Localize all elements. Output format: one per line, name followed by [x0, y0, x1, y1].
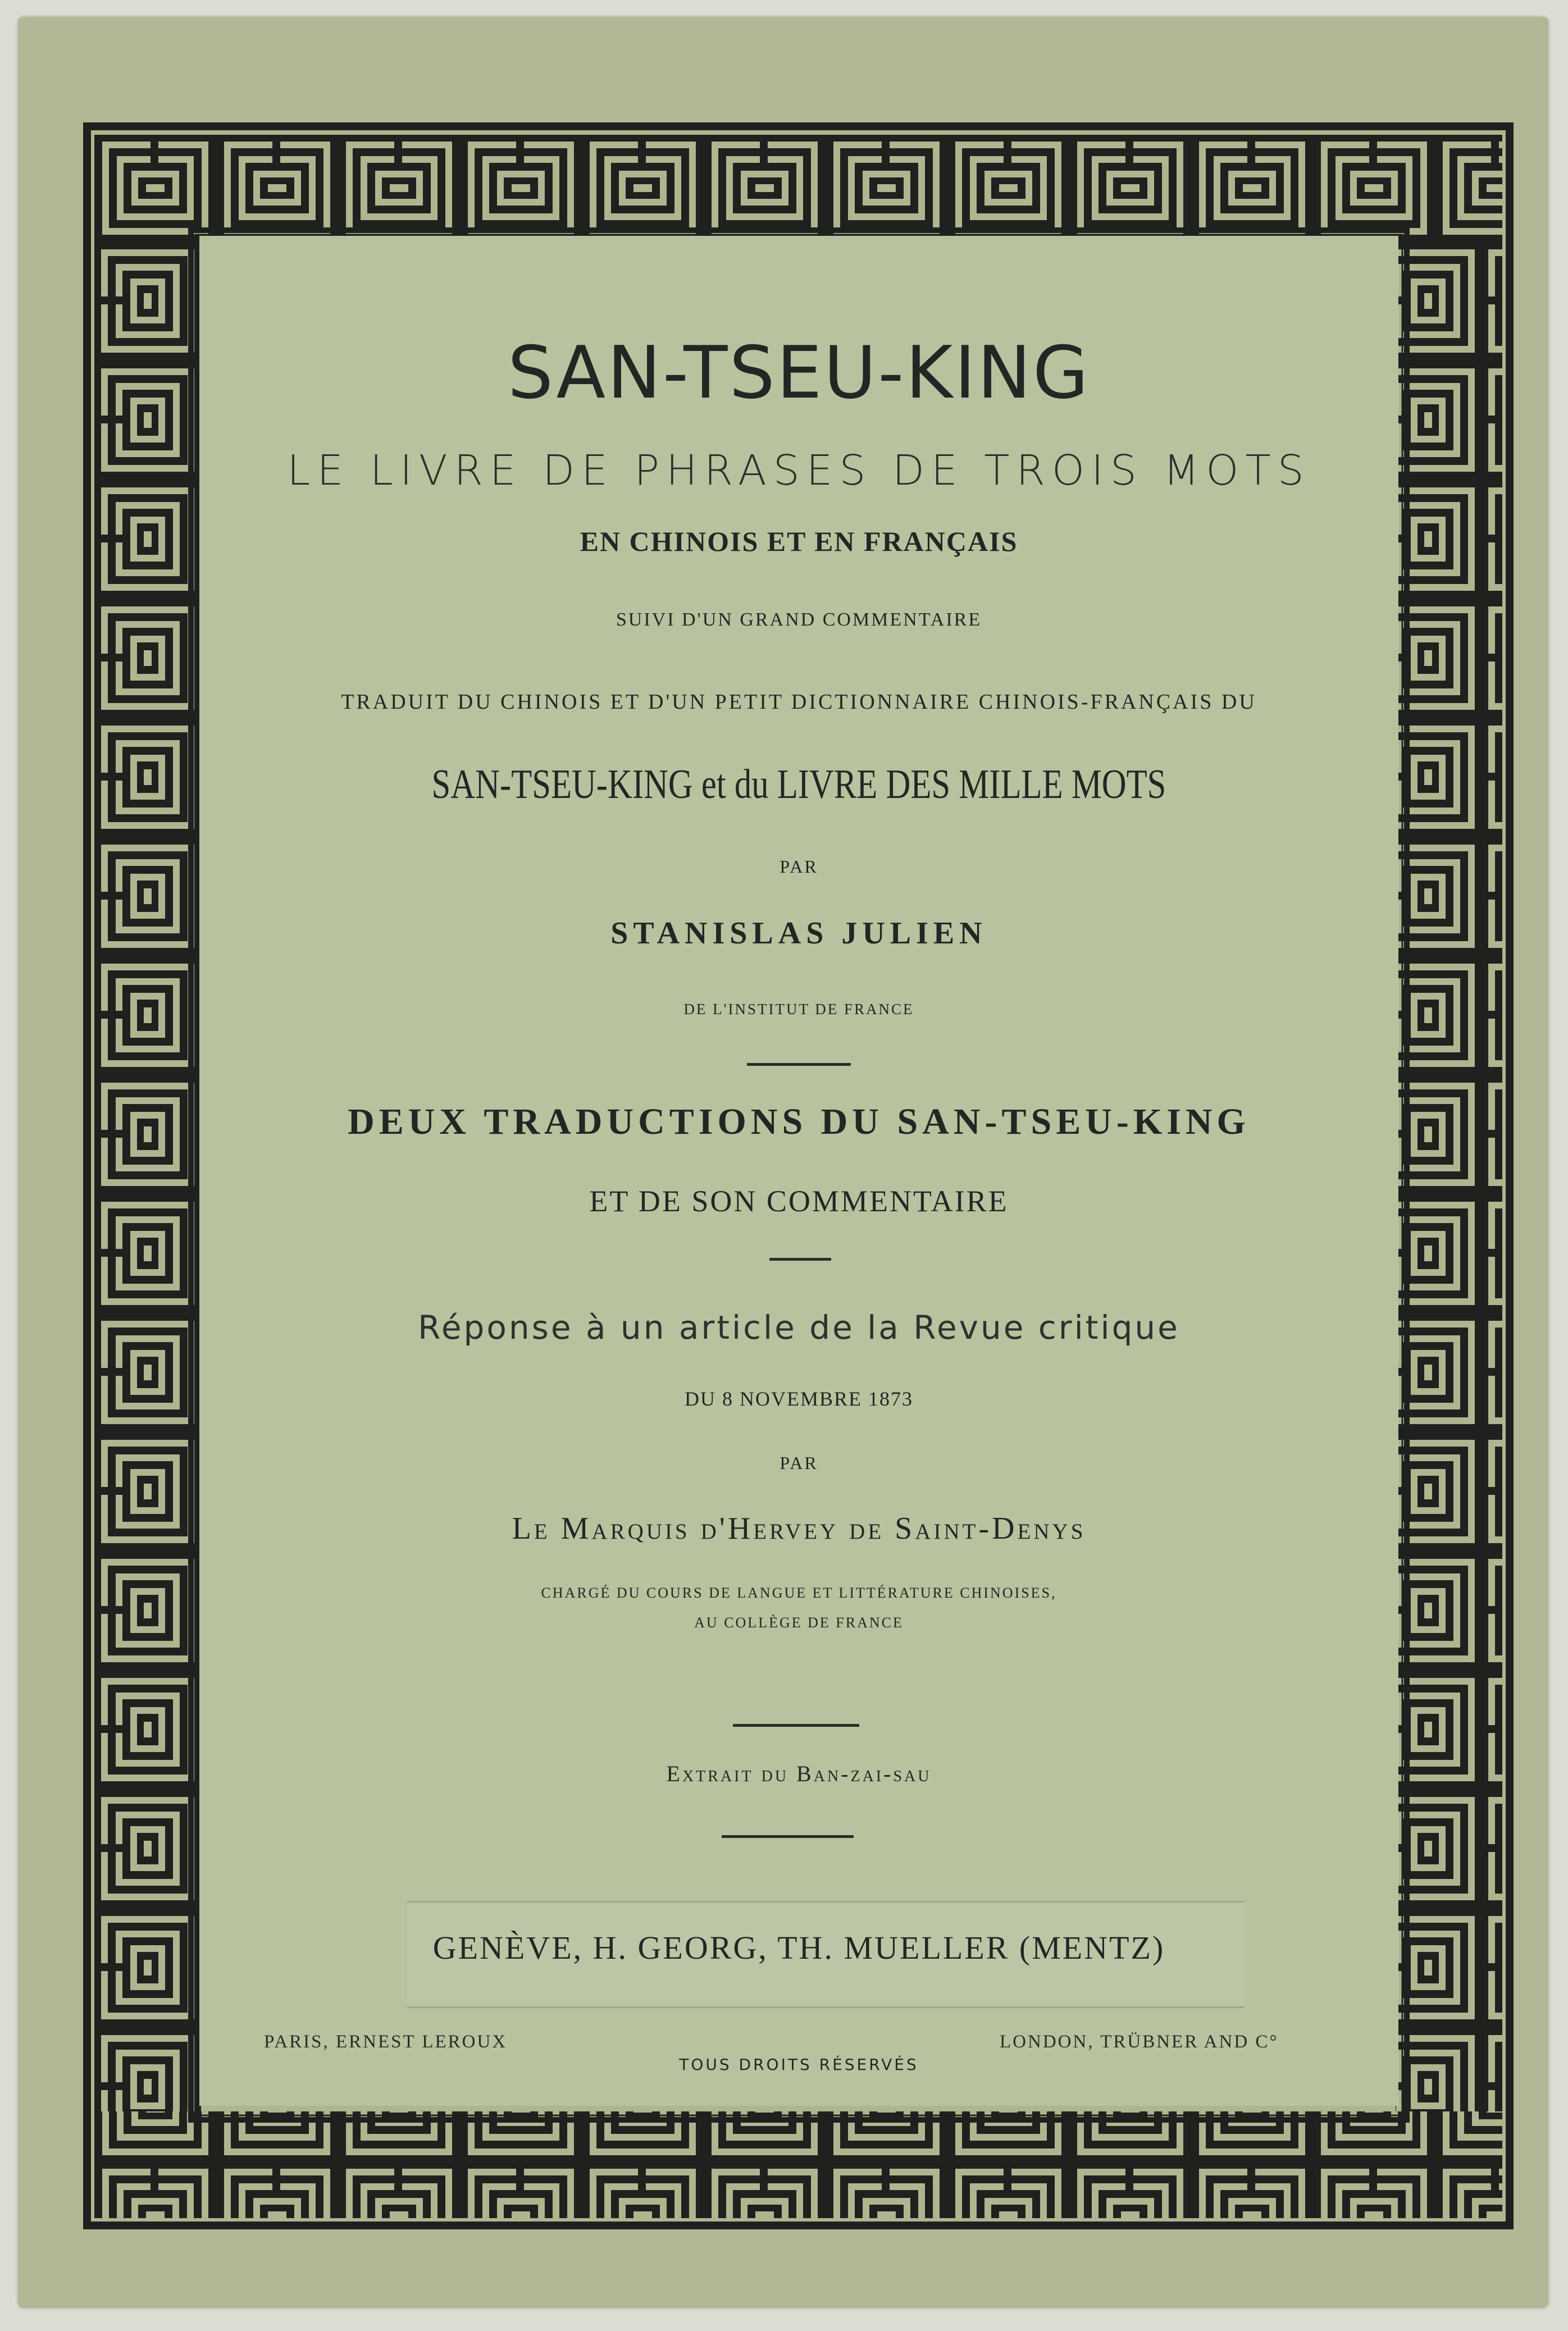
- divider-4: [722, 1835, 854, 1838]
- divider-1: [747, 1063, 851, 1066]
- author-1-affiliation: DE L'INSTITUT DE FRANCE: [683, 1001, 914, 1018]
- by-label-1: PAR: [780, 856, 818, 877]
- second-subtitle: ET DE SON COMMENTAIRE: [589, 1184, 1009, 1218]
- title-panel: [199, 236, 1398, 2106]
- book-title: SAN-TSEU-KING: [507, 331, 1091, 415]
- second-title: DEUX TRADUCTIONS DU SAN-TSEU-KING: [348, 1101, 1250, 1142]
- translated-line: TRADUIT DU CHINOIS ET D'UN PETIT DICTIONNAIRE CHINOIS-FRANÇAIS DU: [341, 690, 1257, 714]
- rights-line: TOUS DROITS RÉSERVÉS: [679, 2055, 919, 2074]
- book-subtitle: LE LIVRE DE PHRASES DE TROIS MOTS: [287, 446, 1311, 495]
- languages-line: EN CHINOIS ET EN FRANÇAIS: [580, 526, 1018, 557]
- author-1-name: STANISLAS JULIEN: [610, 916, 987, 951]
- works-line: SAN-TSEU-KING et du LIVRE DES MILLE MOTS: [431, 761, 1166, 808]
- divider-2: [769, 1258, 831, 1261]
- extract-line: Extrait du Ban-zai-sau: [666, 1761, 932, 1786]
- author-2-role-line-2: AU COLLÈGE DE FRANCE: [694, 1614, 904, 1631]
- author-2-name: Le Marquis d'Hervey de Saint-Denys: [512, 1511, 1086, 1546]
- imprint-paris: PARIS, ERNEST LEROUX: [264, 2032, 508, 2052]
- publisher-line: GENÈVE, H. GEORG, TH. MUELLER (MENTZ): [432, 1929, 1165, 1966]
- by-label-2: PAR: [780, 1453, 818, 1473]
- commentary-line: SUIVI D'UN GRAND COMMENTAIRE: [616, 609, 982, 630]
- divider-3: [733, 1724, 859, 1727]
- date-line: DU 8 NOVEMBRE 1873: [684, 1388, 913, 1410]
- author-2-role-line-1: CHARGÉ DU COURS DE LANGUE ET LITTÉRATURE CHINOISES,: [541, 1585, 1057, 1601]
- imprint-london: LONDON, TRÜBNER AND C°: [1000, 2032, 1279, 2052]
- response-line: Réponse à un article de la Revue critique: [418, 1308, 1180, 1347]
